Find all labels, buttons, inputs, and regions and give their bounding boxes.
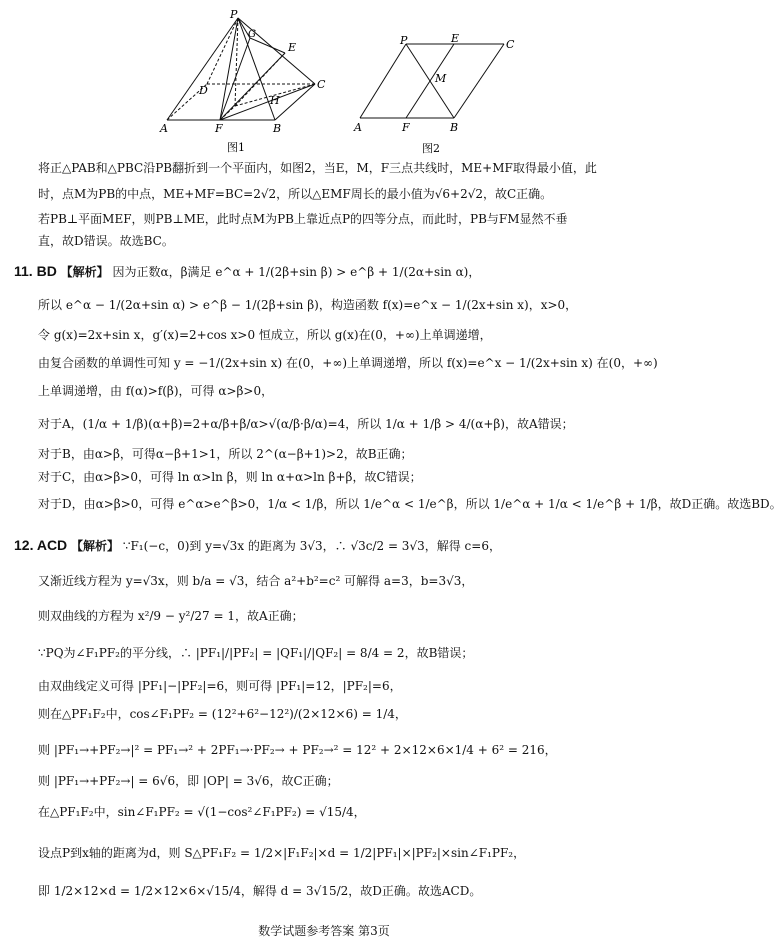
text-line: 时，点M为PB的中点，ME+MF=BC=2√2，所以△EMF周长的最小值为√6+2√2，故C正确。 [38,187,553,201]
text-line: 由复合函数的单调性可知 y = −1/(2x+sin x) 在(0，+∞)上单调递增，所以 f(x)=e^x − 1/(2x+sin x) 在(0，+∞) [38,356,658,370]
figure-1-pyramid [155,8,330,158]
fig1-label-g: G [248,29,256,40]
fig1-label-b: B [273,122,282,135]
fig1-caption: 图1 [227,141,245,154]
text-line: 对于B，由α>β，可得α−β+1>1，所以 2^(α−β+1)>2，故B正确； [38,447,413,461]
fig1-label-e: E [288,41,297,54]
text-line: 对于A，(1/α + 1/β)(α+β)=2+α/β+β/α>√(α/β·β/α)=4，所以 1/α + 1/β > 4/(α+β)，故A错误； [38,417,574,431]
analysis-tag: 【解析】 [71,539,120,553]
text-line: 令 g(x)=2x+sin x，g′(x)=2+cos x>0 恒成立，所以 g(x)在(0，+∞)上单调递增， [38,328,492,342]
fig2-label-f: F [402,121,410,134]
fig1-label-d: D [199,84,208,97]
fig1-label-c: C [317,78,326,91]
fig2-label-p: P [400,34,408,47]
solution-text: 因为正数α，β满足 e^α + 1/(2β+sin β) > e^β + 1/(2α+sin α)， [112,265,481,279]
figure-2-rhombus [350,30,525,158]
text-line: 由双曲线定义可得 |PF₁|−|PF₂|=6，则可得 |PF₁|=12，|PF₂|=6， [38,679,402,693]
question-number: 11. BD [14,263,57,279]
text-line: 则 |PF₁→+PF₂→| = 6√6，即 |OP| = 3√6，故C正确； [38,774,339,788]
text-line: 即 1/2×12×d = 1/2×12×6×√15/4，解得 d = 3√15/2，故D正确。故选ACD。 [38,884,482,898]
text-line: ∵PQ为∠F₁PF₂的平分线，∴ |PF₁|/|PF₂| = |QF₁|/|QF₂| = 8/4 = 2，故B错误； [38,646,474,660]
fig1-label-a: A [160,122,168,135]
text-line: 若PB⊥平面MEF，则PB⊥ME，此时点M为PB上靠近点P的四等分点，而此时，PB与FM显然不垂 [38,212,568,226]
fig2-label-m: M [435,72,447,85]
text-line: 又渐近线方程为 y=√3x，则 b/a = √3，结合 a²+b²=c² 可解得 a=3，b=3√3， [38,574,474,588]
question-12-header [14,537,628,554]
text-line: 在△PF₁F₂中，sin∠F₁PF₂ = √(1−cos²∠F₁PF₂) = √15/4， [38,805,366,819]
text-line: 则双曲线的方程为 x²/9 − y²/27 = 1，故A正确； [38,609,304,623]
fig2-label-b: B [450,121,459,134]
fig1-label-h: H [270,94,280,107]
fig2-caption: 图2 [422,142,440,155]
text-line: 设点P到x轴的距离为d，则 S△PF₁F₂ = 1/2×|F₁F₂|×d = 1/2|PF₁|×|PF₂|×sin∠F₁PF₂， [38,846,526,860]
analysis-tag: 【解析】 [60,265,109,279]
text-line: 上单调递增，由 f(α)>f(β)，可得 α>β>0， [38,384,274,398]
text-line: 所以 e^α − 1/(2α+sin α) > e^β − 1/(2β+sin β)，构造函数 f(x)=e^x − 1/(2x+sin x)，x>0， [38,298,578,312]
text-line: 将正△PAB和△PBC沿PB翻折到一个平面内，如图2，当E，M，F三点共线时，ME+MF取得最小值，此 [38,161,597,175]
text-line: 对于C，由α>β>0，可得 ln α>ln β，则 ln α+α>ln β+β，故C错误； [38,470,422,484]
text-line: 则在△PF₁F₂中，cos∠F₁PF₂ = (12²+6²−12²)/(2×12×6) = 1/4， [38,707,407,721]
fig1-label-f: F [215,122,223,135]
question-number: 12. ACD [14,537,68,553]
question-11-header [14,263,628,280]
fig2-label-c: C [506,38,515,51]
fig2-label-e: E [451,32,460,45]
text-line: 直，故D错误。故选BC。 [38,234,174,248]
page-footer: 数学试题参考答案 第3页 [258,924,390,938]
solution-text: ∵F₁(−c，0)到 y=√3x 的距离为 3√3，∴ √3c/2 = 3√3，解得 c=6， [122,539,501,553]
fig2-label-a: A [354,121,362,134]
fig1-label-p: P [230,8,238,21]
text-line: 对于D，由α>β>0，可得 e^α>e^β>0，1/α < 1/β，所以 1/e^α < 1/e^β，所以 1/e^α + 1/α < 1/e^β + 1/β，故D正确。故选BD。 [38,497,782,511]
text-line: 则 |PF₁→+PF₂→|² = PF₁→² + 2PF₁→·PF₂→ + PF₂→² = 12² + 2×12×6×1/4 + 6² = 216， [38,743,557,757]
